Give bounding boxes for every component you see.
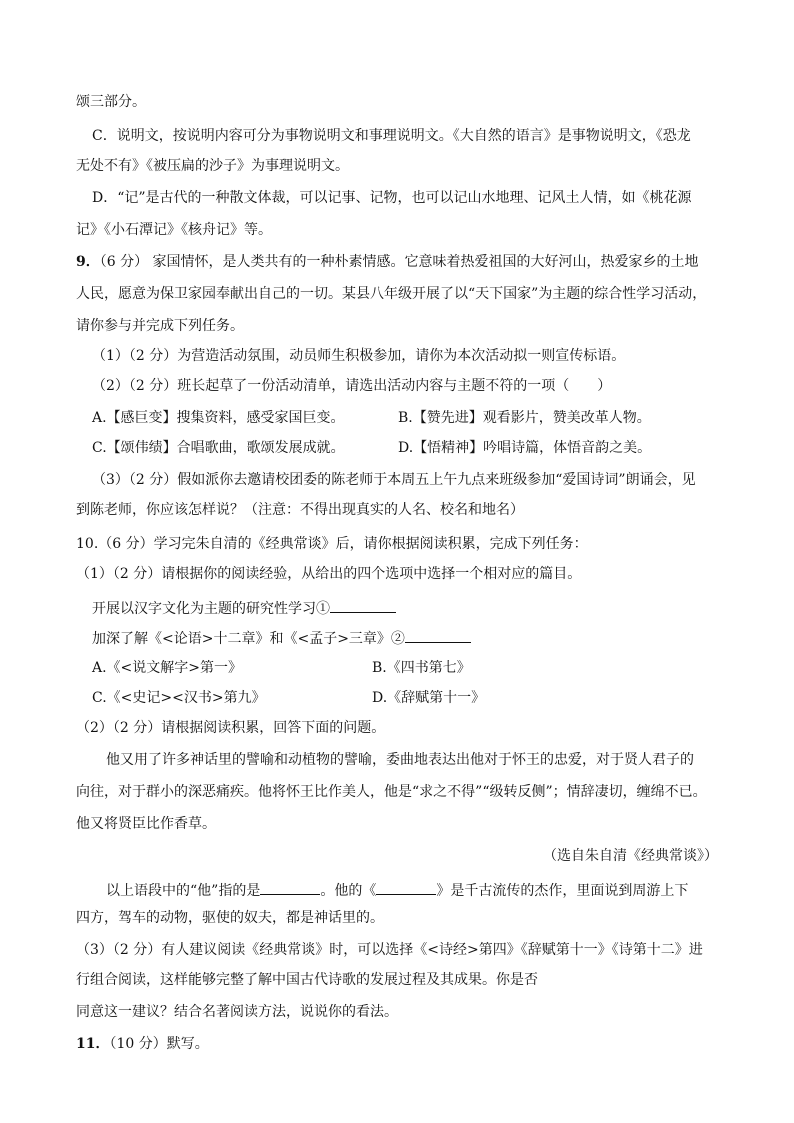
answer-blank[interactable] [376,878,436,895]
sub-question-2: （2）（2 分）班长起草了一份活动清单，请选出活动内容与主题不符的一项（ ） [92,378,612,394]
answer-text: 以上语段中的“他”指的是 [106,883,261,899]
question-10-stem: 10.（6 分）学习完朱自清的《经典常谈》后，请你根据阅读积累，完成下列任务： [76,536,588,552]
sub-question-1: （1）（2 分）请根据你的阅读经验，从给出的四个选项中选择一个相对应的篇目。 [76,566,582,582]
sub-question-1: （1）（2 分）为营造活动氛围，动员师生积极参加，请你为本次活动拟一则宣传标语。 [92,348,626,364]
option-b: B.【赞先进】观看影片，赞美改革人物。 [398,410,651,426]
answer-text: 。他的《 [320,883,377,899]
question-number: 11． [76,1036,110,1052]
item-text: 加深了解《<论语>十二章》和《<孟子>三章》② [92,631,405,647]
option-c-line: 无处不有》《被压扁的沙子》为事理说明文。 [76,158,349,174]
blank-item-1 [92,596,396,619]
option-d-line: D．“记”是古代的一种散文体裁，可以记事、记物，也可以记山水地理、记风土人情，如《桃花源 [92,190,692,206]
answer-line [106,878,688,901]
question-text: （6 分） 家国情怀，是人类共有的一种朴素情感。它意味着热爱祖国的大好河山，热爱家乡的土地 [99,254,699,270]
option-c: C.【颂伟绩】合唱歌曲，歌颂发展成就。 [92,440,345,456]
answer-line: 四方，驾车的动物，驱使的奴夫，都是神话里的。 [76,910,384,926]
sub-question-2: （2）（2 分）请根据阅读积累，回答下面的问题。 [76,720,386,736]
answer-text: 》是千古流传的杰作，里面说到周游上下 [436,883,689,899]
question-9-stem [76,252,699,272]
option-d-line: 记》《小石潭记》《核舟记》等。 [76,222,272,238]
question-11-stem [76,1034,209,1054]
question-text: 人民，愿意为保卫家园奉献出自己的一切。某县八年级开展了以“天下国家”为主题的综合性学习活动， [76,286,707,302]
option-c-line: C．说明文，按说明内容可分为事物说明文和事理说明文。《大自然的语言》是事物说明文，《恐龙 [92,128,691,144]
answer-blank[interactable] [405,626,471,643]
option-d: D.【悟精神】吟唱诗篇，体悟音韵之美。 [398,440,652,456]
passage-source: （选自朱自清《经典常谈》） [543,848,718,864]
question-number: 9． [76,254,100,270]
sub-question-3: （3）（2 分）有人建议阅读《经典常谈》时，可以选择《<诗经>第四》《辞赋第十一》《诗第十二》进 [76,942,703,958]
option-b: B.《四书第七》 [372,660,471,676]
passage-line: 他又将贤臣比作香草。 [76,816,216,832]
text-line: 颂三部分。 [76,94,146,110]
option-a: A.【感巨变】搜集资料，感受家国巨变。 [92,410,345,426]
answer-blank[interactable] [330,596,396,613]
passage-line: 向往，对于群小的深恶痛疾。他将怀王比作美人，他是“求之不得”“级转反侧”；情辞凄切，缠绵不已。 [76,784,707,800]
sub-question-3: 到陈老师，你应该怎样说？（注意：不得出现真实的人名、校名和地名） [76,502,524,518]
sub-question-3: （3）（2 分）假如派你去邀请校团委的陈老师于本周五上午九点来班级参加“爱国诗词”朗诵会，见 [92,472,696,488]
item-text: 开展以汉字文化为主题的研究性学习① [92,601,330,617]
blank-item-2 [92,626,471,649]
question-text: （10 分）默写。 [109,1036,209,1052]
option-a: A.《<说文解字>第一》 [92,660,243,676]
option-d: D.《辞赋第十一》 [372,690,486,706]
question-text: 请你参与并完成下列任务。 [76,318,244,334]
passage-line: 他又用了许多神话里的譬喻和动植物的譬喻，委曲地表达出他对于怀王的忠爱，对于贤人君子的 [106,752,694,768]
answer-blank[interactable] [260,878,320,895]
sub-question-3: 行组合阅读，这样能够完整了解中国古代诗歌的发展过程及其成果。你是否 [76,972,538,988]
sub-question-3: 同意这一建议？结合名著阅读方法，说说你的看法。 [76,1004,398,1020]
option-c: C.《<史记><汉书>第九》 [92,690,266,706]
